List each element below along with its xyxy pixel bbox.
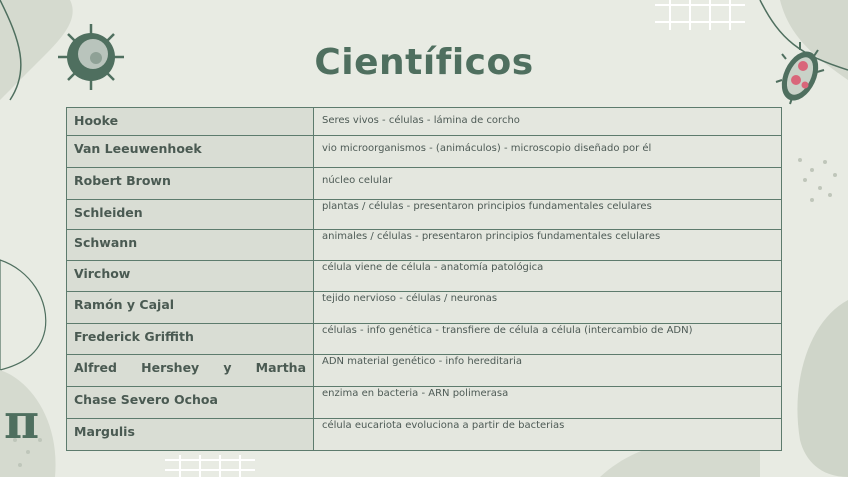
contribution-text: animales / células - presentaron principios fundamentales celulares bbox=[322, 231, 661, 242]
table-row bbox=[67, 168, 782, 200]
contribution-text: núcleo celular bbox=[322, 175, 393, 186]
contribution-text: enzima en bacteria - ARN polimerasa bbox=[322, 388, 509, 399]
scientist-contribution bbox=[314, 324, 782, 355]
table-row bbox=[67, 324, 782, 355]
scientist-contribution bbox=[314, 261, 782, 292]
table-row bbox=[67, 230, 782, 261]
scientists-table bbox=[66, 107, 782, 451]
table-row bbox=[67, 200, 782, 230]
scientist-name: Schwann bbox=[67, 230, 314, 261]
contribution-text: célula eucariota evoluciona a partir de bacterias bbox=[322, 420, 565, 431]
page-title: Científicos bbox=[314, 42, 534, 83]
scientist-name: Ramón y Cajal bbox=[67, 292, 314, 324]
scientist-contribution bbox=[314, 292, 782, 324]
contribution-text: tejido nervioso - células / neuronas bbox=[322, 293, 498, 304]
table-row bbox=[67, 136, 782, 168]
scientist-contribution bbox=[314, 355, 782, 387]
contribution-text: ADN material genético - info hereditaria bbox=[322, 356, 523, 367]
scientist-contribution bbox=[314, 200, 782, 230]
scientist-name: Schleiden bbox=[67, 200, 314, 230]
table-row bbox=[67, 261, 782, 292]
scientist-contribution bbox=[314, 230, 782, 261]
scientist-name: Virchow bbox=[67, 261, 314, 292]
scientist-contribution bbox=[314, 168, 782, 200]
scientist-name: Chase Severo Ochoa bbox=[67, 387, 314, 419]
table-row bbox=[67, 292, 782, 324]
scientist-contribution bbox=[314, 387, 782, 419]
scientist-contribution bbox=[314, 419, 782, 451]
table-row bbox=[67, 387, 782, 419]
contribution-text: células - info genética - transfiere de célula a célula (intercambio de ADN) bbox=[322, 325, 693, 336]
table-row bbox=[67, 108, 782, 136]
contribution-text: plantas / células - presentaron principios fundamentales celulares bbox=[322, 201, 652, 212]
scientist-name: Hooke bbox=[67, 108, 314, 136]
scientist-name: Frederick Griffith bbox=[67, 324, 314, 355]
scientist-contribution bbox=[314, 108, 782, 136]
scientist-name: Robert Brown bbox=[67, 168, 314, 200]
pi-icon: π bbox=[4, 394, 40, 450]
scientist-contribution bbox=[314, 136, 782, 168]
table-row bbox=[67, 419, 782, 451]
scientist-name: Alfred Hershey y Martha bbox=[67, 355, 314, 387]
table-row bbox=[67, 355, 782, 387]
contribution-text: Seres vivos - células - lámina de corcho bbox=[322, 115, 520, 126]
contribution-text: vio microorganismos - (animáculos) - microscopio diseñado por él bbox=[322, 143, 652, 154]
scientist-name: Van Leeuwenhoek bbox=[67, 136, 314, 168]
contribution-text: célula viene de célula - anatomía patológica bbox=[322, 262, 544, 273]
table-body bbox=[67, 108, 782, 451]
scientist-name: Margulis bbox=[67, 419, 314, 451]
